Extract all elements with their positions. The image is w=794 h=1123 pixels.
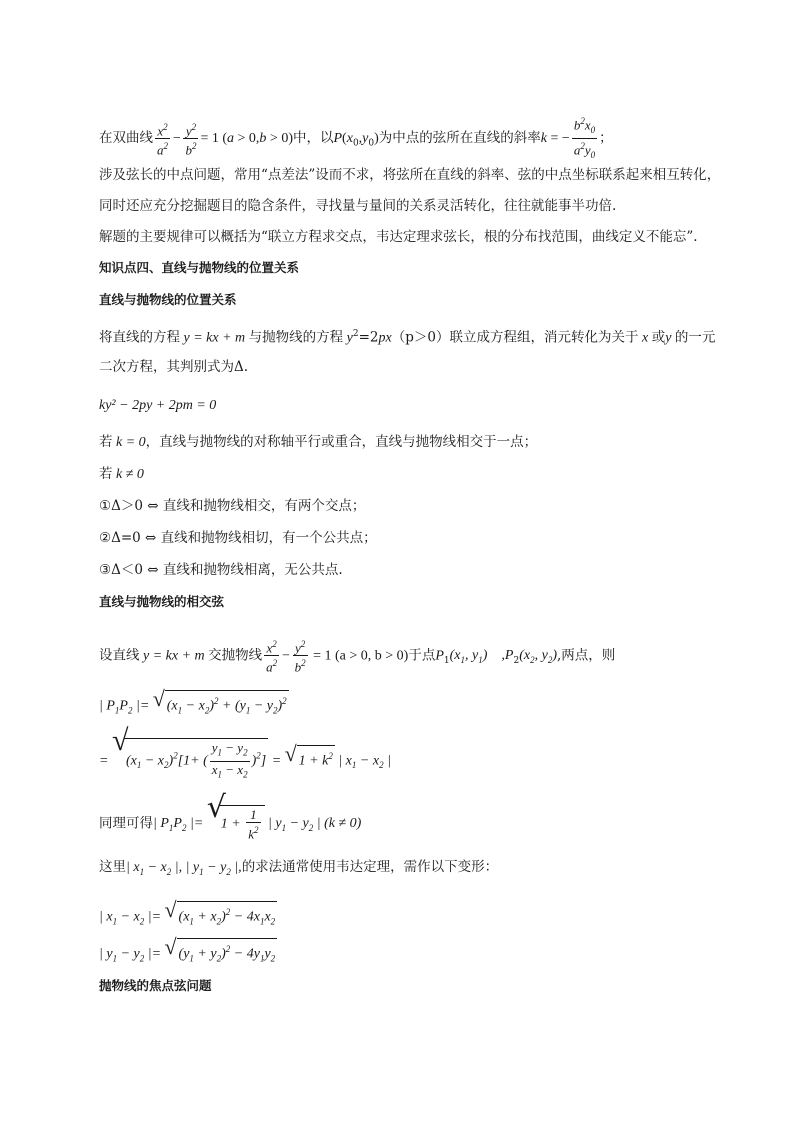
text-segment: ，直线与抛物线的对称轴平行或重合，直线与抛物线相交于一点； — [145, 434, 538, 450]
text-segment: 若 — [99, 434, 113, 450]
text-segment: 同理可得 — [99, 815, 153, 832]
subsection-heading: 直线与抛物线的相交弦 — [99, 594, 225, 609]
paragraph-line: 设直线 y = kx + m 交抛物线 $\frac{x^2}{a^2}$ − $\frac{y^2}{b^2}$ = 1 (a > 0, b > 0)于点$P_1(x_1$, $y_1$) $,P_2(x_2$, $y_2$),两点，则 — [99, 639, 616, 675]
text-segment: ； — [599, 129, 613, 146]
text-segment: 在双曲线 — [99, 129, 153, 146]
equation: = √ $(x_1 - x_2)^2[1+$ ( $\frac{y_1 - y_2}{x_1 - x_2}$ )$^2$] = √ $1 + k^2$ | $x_1 - x_2$ | — [99, 738, 391, 782]
text-segment: 或 — [651, 329, 666, 346]
equation: ky² − 2py + 2pm = 0 — [99, 398, 217, 413]
text-segment: 这里 — [99, 859, 126, 875]
case-item: ②Δ=0 ⇔ 直线和抛物线相切，有一个公共点； — [99, 530, 377, 546]
text-segment: 的求法通常使用韦达定理，需作以下变形： — [241, 859, 499, 875]
text-segment: 于点 — [408, 647, 436, 664]
section-heading: 知识点四、直线与抛物线的位置关系 — [99, 260, 300, 275]
equation: | $y_1 - y_2$ |= √ $(y_1 + y_2)^2 - 4y_1y_2$ — [99, 938, 277, 967]
subsection-heading: 抛物线的焦点弦问题 — [99, 978, 212, 993]
paragraph-line: 这里| $x_1 - x_2$ |, | $y_1 - y_2$ |,的求法通常使用韦达定理，需作以下变形： — [99, 859, 499, 877]
fraction: $\frac{b^2x_0}{a^2y_0}$ — [573, 116, 596, 160]
text-segment: 将直线的方程 — [99, 329, 180, 346]
text-segment: 为中点的弦所在直线的斜率 — [378, 129, 541, 146]
hyperbola-slope-line: 在双曲线 $\frac{x^2}{a^2}$ − $\frac{y^2}{b^2}$ = 1 (a > 0,b > 0)中，以$P(x_0,y_0)$为中点的弦所在直线的斜率k = − $\frac{b^2x_0}{a^2y_0}$ ； — [99, 114, 613, 163]
subsection-heading: 直线与抛物线的位置关系 — [99, 292, 237, 307]
fraction: $\frac{x^2}{a^2}$ — [266, 639, 278, 675]
fraction: $\frac{y^2}{b^2}$ — [185, 121, 197, 158]
text-segment: 若 — [99, 466, 113, 482]
text-segment: 与抛物线的方程 — [248, 329, 344, 346]
equation: | $x_1 - x_2$ |= √ $(x_1 + x_2)^2 - 4x_1x_2$ — [99, 901, 277, 930]
paragraph-line: 若 k = 0，直线与抛物线的对称轴平行或重合，直线与抛物线相交于一点； — [99, 434, 538, 450]
case-item: ①Δ＞0 ⇔ 直线和抛物线相交，有两个交点； — [99, 498, 366, 514]
text-segment: 设直线 — [99, 647, 140, 664]
paragraph-line: 若 k ≠ 0 — [99, 466, 144, 482]
fraction: $\frac{x^2}{a^2}$ — [157, 121, 168, 158]
text-segment: 交抛物线 — [208, 647, 263, 664]
case-item: ③Δ＜0 ⇔ 直线和抛物线相离，无公共点. — [99, 562, 343, 578]
paragraph-line: 同时还应充分挖掘题目的隐含条件，寻找量与量间的关系灵活转化，往往就能事半功倍. — [99, 198, 617, 214]
paragraph-line: 将直线的方程 y = kx + m 与抛物线的方程 $y^2=2px(p>0)$联立成方程组，消元转化为关于 x 或y 的一元 — [99, 329, 716, 346]
text-segment: ,两点，则 — [557, 647, 616, 664]
paragraph-line: 同理可得| $P_1P_2$ |= √ 1 + $\frac{1}{k^2}$ | $y_1 - y_2$ | (k ≠ 0) — [99, 790, 362, 842]
paragraph-line: 解题的主要规律可以概括为“联立方程求交点，韦达定理求弦长，根的分布找范围，曲线定义不能忘”. — [99, 229, 698, 245]
text-segment: （p＞0）联立成方程组，消元转化为关于 — [391, 329, 639, 346]
text-segment: 中，以 — [292, 129, 334, 146]
paragraph-line: 涉及弦长的中点问题，常用“点差法”设而不求，将弦所在直线的斜率、弦的中点坐标联系起来相互转化， — [99, 167, 721, 183]
equation: | $P_1P_2$ |= √ $(x_1 - x_2)^2 + (y_1 - y_2)^2$ — [99, 690, 289, 719]
text-segment: 的一元 — [674, 329, 716, 346]
paragraph-line: 二次方程，其判别式为Δ. — [99, 359, 249, 375]
fraction: $\frac{y^2}{b^2}$ — [294, 639, 306, 675]
